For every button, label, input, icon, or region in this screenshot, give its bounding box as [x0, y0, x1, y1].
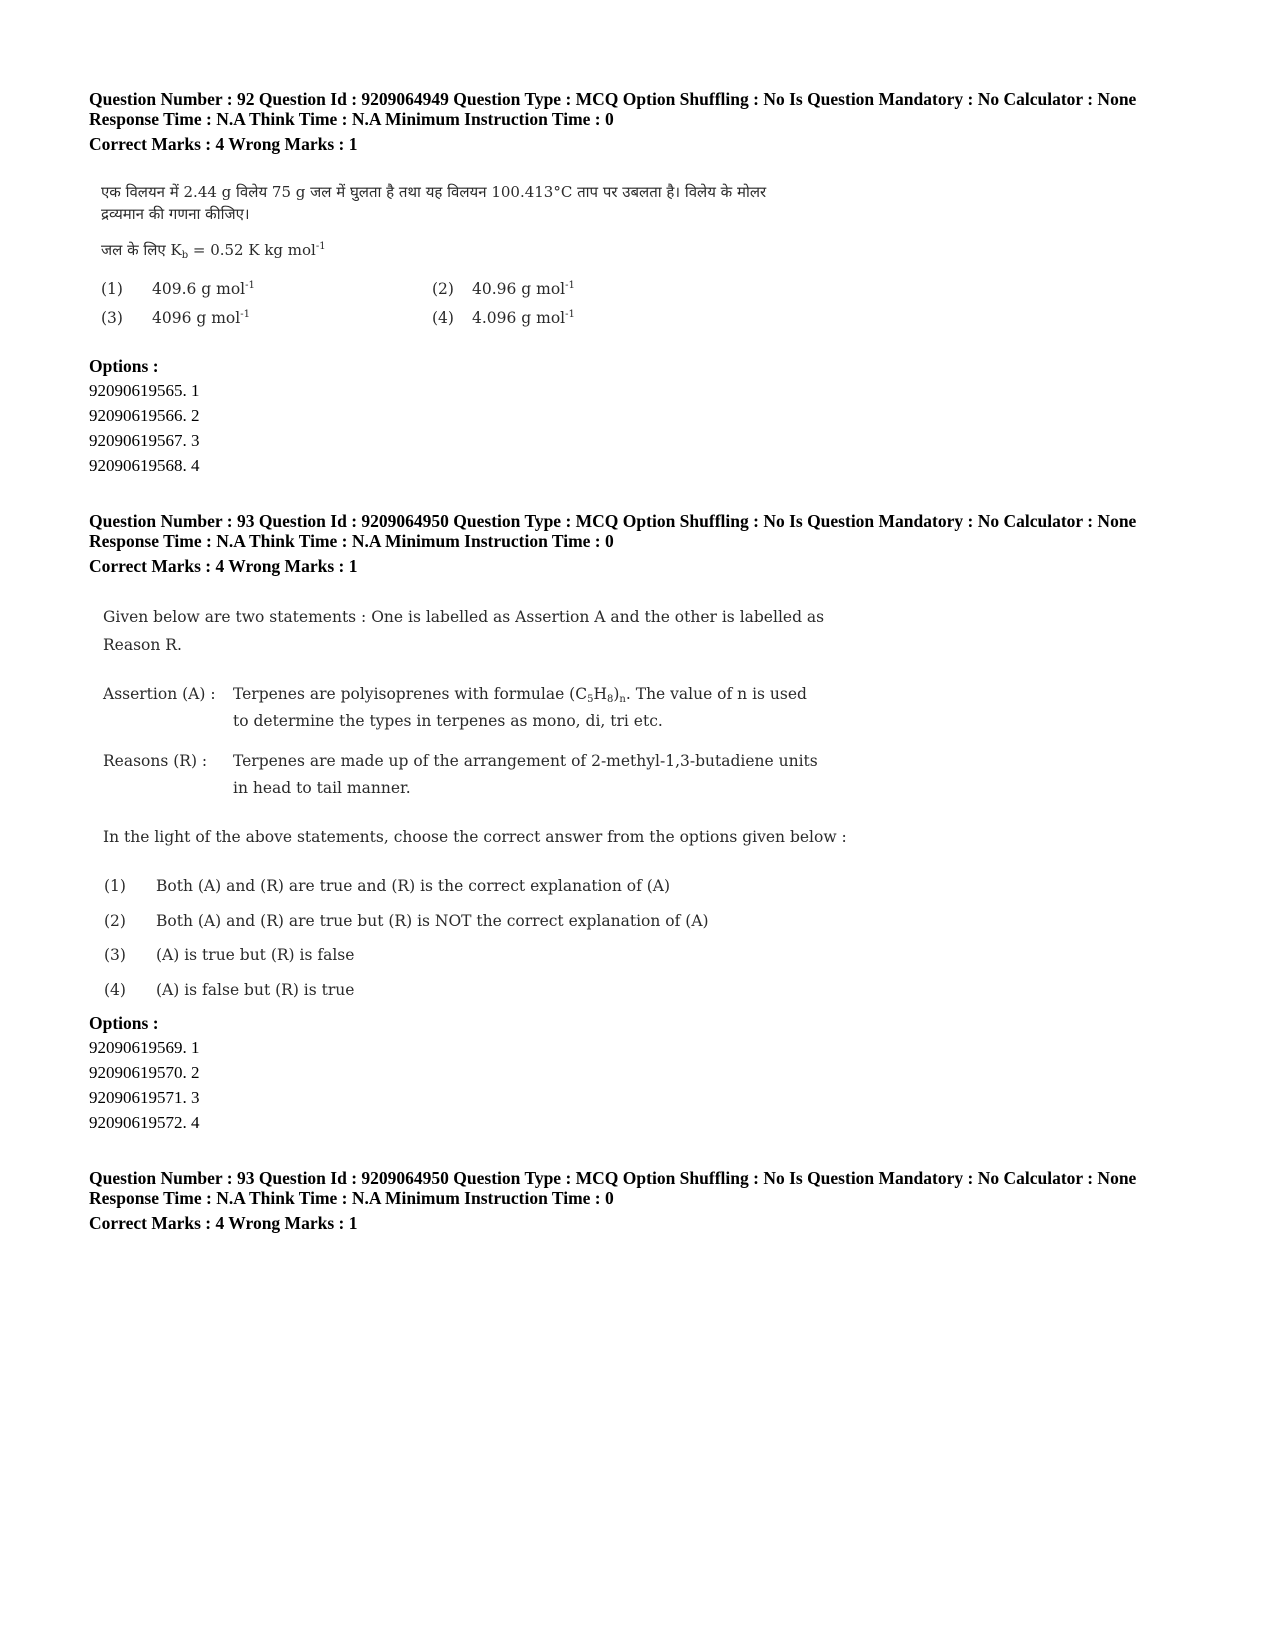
- q92-choice-1-num: (1): [101, 280, 123, 298]
- q92-option-2: 92090619566. 2: [89, 406, 200, 425]
- q93b-meta-line2: Response Time : N.A Think Time : N.A Minimum Instruction Time : 0: [89, 1188, 614, 1208]
- q93-choice-2-text: Both (A) and (R) are true but (R) is NOT the correct explanation of (A): [156, 912, 709, 930]
- q93-reason-line2: in head to tail manner.: [233, 779, 411, 797]
- q92-choice-4-text: 4.096 g mol$^{-1}$: [472, 309, 575, 327]
- q93-choice-2-num: (2): [104, 912, 126, 930]
- q92-option-3: 92090619567. 3: [89, 431, 200, 450]
- q92-stem-line1: एक विलयन में 2.44 g विलेय 75 g जल में घुलता है तथा यह विलयन 100.413°C ताप पर उबलता है। विलेय के मोलर: [101, 183, 767, 201]
- q93-reason-line1: Terpenes are made up of the arrangement of 2-methyl-1,3-butadiene units: [233, 752, 818, 770]
- q92-choice-3-text: 4096 g mol$^{-1}$: [152, 309, 250, 327]
- q93b-meta-line3: Correct Marks : 4 Wrong Marks : 1: [89, 1213, 358, 1233]
- q92-options-label: Options :: [89, 356, 159, 376]
- q93-meta-line1: Question Number : 93 Question Id : 9209064950 Question Type : MCQ Option Shuffling : No Is Question Mandatory : No Calculator : None: [89, 511, 1137, 531]
- kb-sup: -1: [315, 241, 326, 252]
- q93-choice-1-text: Both (A) and (R) are true and (R) is the correct explanation of (A): [156, 877, 671, 895]
- q93-meta-line2: Response Time : N.A Think Time : N.A Minimum Instruction Time : 0: [89, 531, 614, 551]
- q93-choice-3-num: (3): [104, 946, 126, 964]
- q92-kb-statement: [101, 240, 326, 261]
- q93-assertion-line2: to determine the types in terpenes as mono, di, tri etc.: [233, 712, 663, 730]
- kb-prefix: जल के लिए K: [101, 241, 182, 259]
- q93-option-4: 92090619572. 4: [89, 1113, 200, 1132]
- q93b-meta-line1: Question Number : 93 Question Id : 9209064950 Question Type : MCQ Option Shuffling : No Is Question Mandatory : No Calculator : None: [89, 1168, 1137, 1188]
- q93-intro-line2: Reason R.: [103, 636, 182, 654]
- q92-stem-line2: द्रव्यमान की गणना कीजिए।: [101, 205, 250, 223]
- q92-choice-4-num: (4): [432, 309, 454, 327]
- q93-options-label: Options :: [89, 1013, 159, 1033]
- q93-assertion-line1: Terpenes are polyisoprenes with formulae $(C_5H_8)_n$. The value of n is used: [233, 685, 807, 705]
- kb-rest: = 0.52 K kg mol: [188, 241, 316, 259]
- q92-choice-2-num: (2): [432, 280, 454, 298]
- q92-meta-line3: Correct Marks : 4 Wrong Marks : 1: [89, 134, 358, 154]
- q92-option-4: 92090619568. 4: [89, 456, 200, 475]
- q92-choice-3-num: (3): [101, 309, 123, 327]
- q93-choice-4-text: (A) is false but (R) is true: [156, 981, 355, 999]
- q93-option-2: 92090619570. 2: [89, 1063, 200, 1082]
- q93-intro-line1: Given below are two statements : One is labelled as Assertion A and the other is labelled as: [103, 608, 825, 626]
- q93-meta-line3: Correct Marks : 4 Wrong Marks : 1: [89, 556, 358, 576]
- kb-sub: b: [181, 250, 189, 261]
- q93-prompt: In the light of the above statements, choose the correct answer from the options given below :: [103, 828, 847, 846]
- q93-assertion-label: Assertion (A) :: [103, 685, 216, 703]
- q92-meta-line1: Question Number : 92 Question Id : 9209064949 Question Type : MCQ Option Shuffling : No Is Question Mandatory : No Calculator : None: [89, 89, 1137, 109]
- q92-choice-2-text: 40.96 g mol$^{-1}$: [472, 280, 575, 298]
- q93-option-3: 92090619571. 3: [89, 1088, 200, 1107]
- q93-reason-label: Reasons (R) :: [103, 752, 208, 770]
- q92-option-1: 92090619565. 1: [89, 381, 200, 400]
- q93-choice-1-num: (1): [104, 877, 126, 895]
- q92-meta-line2: Response Time : N.A Think Time : N.A Minimum Instruction Time : 0: [89, 109, 614, 129]
- q93-choice-4-num: (4): [104, 981, 126, 999]
- q93-choice-3-text: (A) is true but (R) is false: [156, 946, 355, 964]
- q93-option-1: 92090619569. 1: [89, 1038, 200, 1057]
- q92-choice-1-text: 409.6 g mol$^{-1}$: [152, 280, 255, 298]
